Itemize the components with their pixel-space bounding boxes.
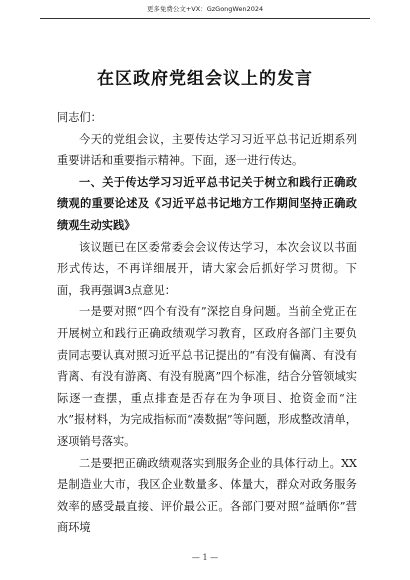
paragraph: 该议题已在区委常委会会议传达学习，本次会议以书面形式传达，不再详细展开，请大家会后抓好学习贯彻。下面，我再强调3点意见： — [57, 240, 357, 297]
paragraph: 今天的党组会议，主要传达学习习近平总书记近期系列重要讲话和重要指示精神。下面，逐一进行传达。 — [57, 132, 357, 168]
document-title: 在区政府党组会议上的发言 — [97, 69, 313, 89]
header-divider — [40, 18, 370, 19]
page-number: — 1 — — [191, 553, 219, 562]
page-header: 更多免费公文+VX：GzGongWen2024 — [146, 5, 264, 13]
paragraph: 二是要把正确政绩观落实到服务企业的具体行动上。XX是制造业大市，我区企业数量多、体量大，群众对政务服务效率的感受最直接、评价最公正。各部门要对照“益晒你”营商环境 — [57, 456, 357, 535]
document-body — [57, 107, 357, 539]
section-heading: 一、关于传达学习习近平总书记关于树立和践行正确政绩观的重要论述及《习近平总书记地方工作期间坚持正确政绩观生动实践》 — [57, 174, 357, 232]
salutation: 同志们： — [57, 111, 102, 124]
paragraph: 一是要对照“四个有没有”深挖自身问题。当前全党正在开展树立和践行正确政绩观学习教育，区政府各部门主要负责同志要认真对照习近平总书记提出的“有没有偏离、有没有背离、有没有游离、有没有脱离”四个标准，结合分管领域实际逐一查摆，重点排查是否存在为争项目、抢资金而“注水”报材料，为完成指标而“凑数据”等问题，形成整改清单，逐项销号落实。 — [57, 305, 357, 448]
